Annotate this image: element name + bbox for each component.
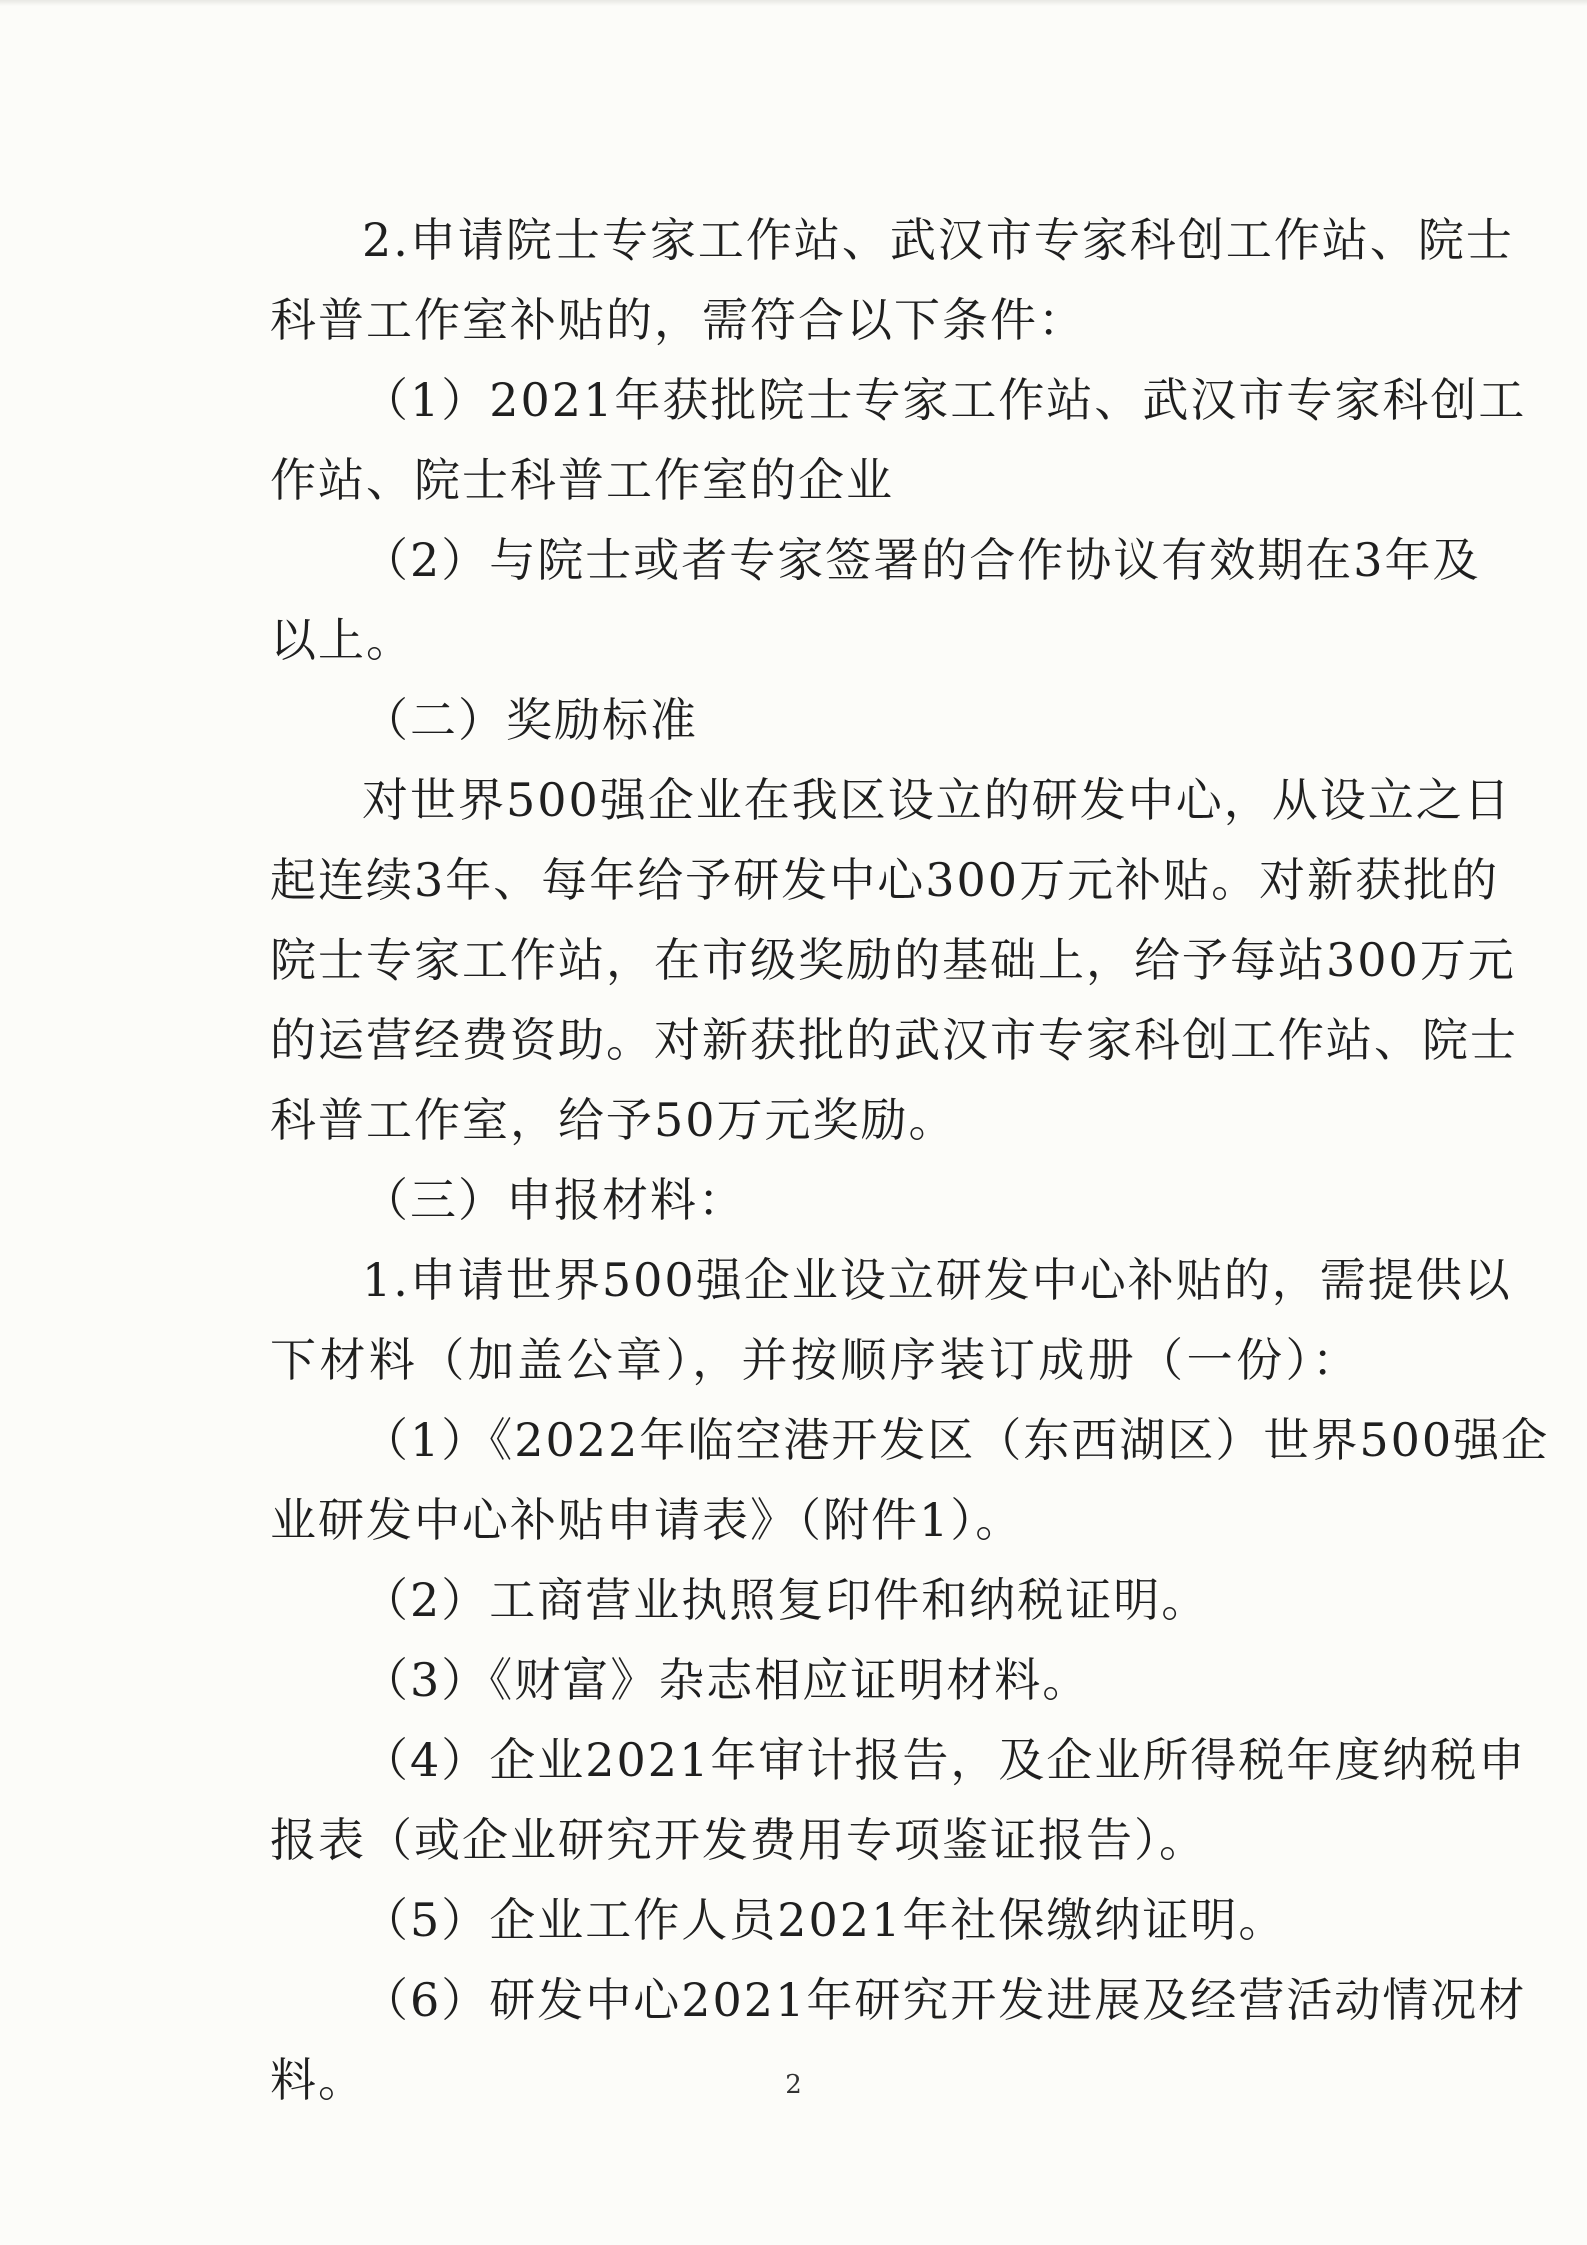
text-line: （二）奖励标准 [362, 693, 698, 747]
text-line: 科普工作室，给予50万元奖励。 [270, 1093, 957, 1147]
text-line: 2.申请院士专家工作站、武汉市专家科创工作站、院士 [362, 213, 1514, 267]
text-line: 起连续3年、每年给予研发中心300万元补贴。对新获批的 [270, 853, 1500, 907]
text-line: （2）与院士或者专家签署的合作协议有效期在3年及 [362, 533, 1481, 587]
text-line: 科普工作室补贴的，需符合以下条件： [270, 293, 1086, 347]
text-line: 业研发中心补贴申请表》（附件1）。 [270, 1493, 1024, 1547]
text-line: （1）2021年获批院士专家工作站、武汉市专家科创工 [362, 373, 1527, 427]
text-line: （6）研发中心2021年研究开发进展及经营活动情况材 [362, 1973, 1527, 2027]
scan-edge [0, 0, 1587, 6]
text-line: 1.申请世界500强企业设立研发中心补贴的，需提供以 [362, 1253, 1512, 1307]
text-line: 以上。 [270, 613, 414, 667]
text-line: （1）《2022年临空港开发区（东西湖区）世界500强企 [362, 1413, 1550, 1467]
text-line: （2）工商营业执照复印件和纳税证明。 [362, 1573, 1210, 1627]
text-line: （3）《财富》杂志相应证明材料。 [362, 1653, 1091, 1707]
text-line: （三）申报材料： [362, 1173, 746, 1227]
text-line: 报表（或企业研究开发费用专项鉴证报告）。 [270, 1813, 1207, 1867]
page-number: 2 [785, 2070, 802, 2100]
text-line: （5）企业工作人员2021年社保缴纳证明。 [362, 1893, 1287, 1947]
text-line: 的运营经费资助。对新获批的武汉市专家科创工作站、院士 [270, 1013, 1518, 1067]
text-line: 下材料（加盖公章），并按顺序装订成册（一份）： [270, 1333, 1360, 1387]
text-line: （4）企业2021年审计报告，及企业所得税年度纳税申 [362, 1733, 1527, 1787]
text-line: 料。 [270, 2053, 366, 2107]
text-line: 作站、院士科普工作室的企业 [270, 453, 894, 507]
text-line: 对世界500强企业在我区设立的研发中心，从设立之日 [362, 773, 1512, 827]
text-line: 院士专家工作站，在市级奖励的基础上，给予每站300万元 [270, 933, 1516, 987]
document-body [270, 200, 1550, 2120]
